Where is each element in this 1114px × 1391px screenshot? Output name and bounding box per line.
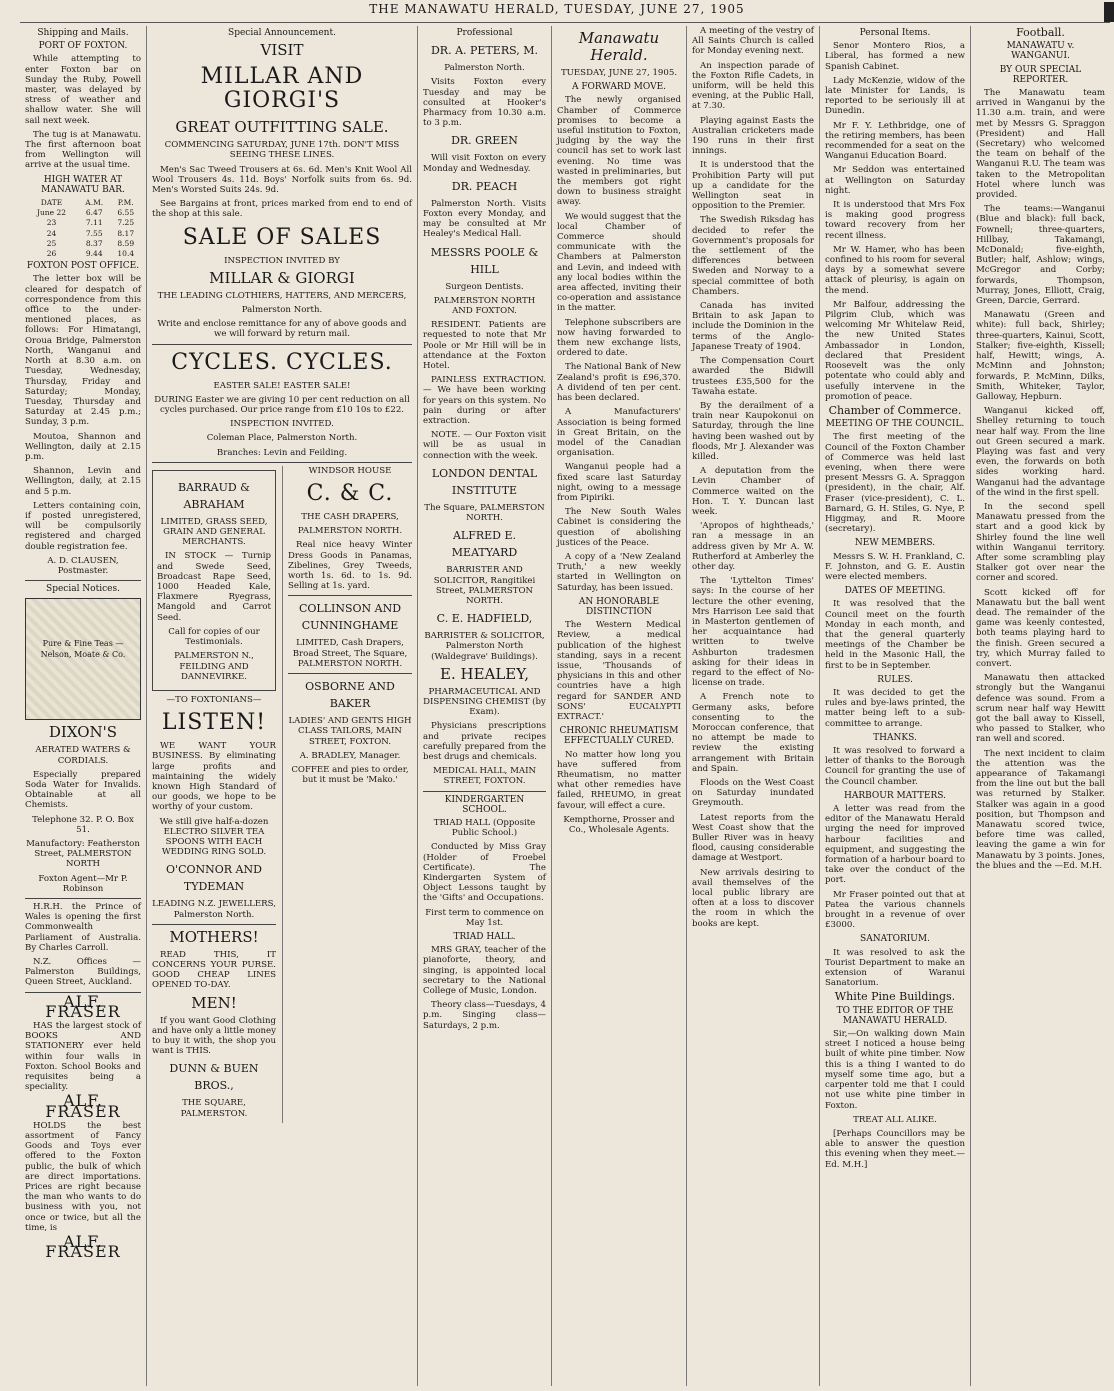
ads-row bbox=[152, 466, 412, 1123]
london-dental-sub: The Square, PALMERSTON NORTH. bbox=[424, 502, 545, 524]
divider bbox=[423, 791, 546, 792]
council-paragraph: It was resolved that the Council meet on the fourth Monday in each month, and that the general quarterly meetings of the Chamber be held in the Masonic Hall, the first to be in September. bbox=[825, 599, 965, 671]
oconnor-title: O'CONNOR AND TYDEMAN bbox=[166, 863, 262, 894]
news-paragraph: The Swedish Riksdag has decided to refer the Government's proposals for the settlement of the differences between Sweden and Norway to a special committee of both Chambers. bbox=[692, 215, 814, 297]
tide-cell: 9.44 bbox=[85, 249, 103, 259]
news-paragraph: A deputation from the Levin Chamber of Commerce waited on the Hon. T. Y. Duncan last week. bbox=[692, 466, 814, 517]
mothers-text: READ THIS, IT CONCERNS YOUR PURSE. GOOD CHEAP LINES OPENED TO-DAY. bbox=[152, 949, 276, 991]
gray-text: MRS GRAY, teacher of the pianoforte, theory, and singing, is appointed local secretary to the National College of Music, London. bbox=[423, 945, 546, 996]
tide-header-cell: P.M. bbox=[117, 198, 134, 208]
hrh-text: H.R.H. the Prince of Wales is opening the first Commonwealth Parliament of Australia. By Charles Carroll. bbox=[25, 902, 141, 953]
tide-header-cell: A.M. bbox=[85, 198, 104, 208]
professional-heading: Professional bbox=[456, 28, 513, 38]
tide-cell: 7.55 bbox=[85, 228, 103, 238]
sale-title: GREAT OUTFITTING SALE. bbox=[175, 118, 389, 137]
letter-sign: TREAT ALL ALIKE. bbox=[853, 1114, 937, 1125]
tide-cell: 24 bbox=[46, 228, 57, 238]
column-4 bbox=[552, 26, 687, 1386]
note-text: NOTE. — Our Foxton visit will be as usual in connection with the week. bbox=[423, 430, 546, 461]
meatyard-sub: BARRISTER AND SOLICITOR, Rangitikei Street, PALMERSTON NORTH. bbox=[433, 565, 536, 606]
news-paragraph: It is understood that the Prohibition Party will put up a candidate for the Wellington seat in opposition to the Premier. bbox=[692, 160, 814, 212]
firm-title: MILLAR AND GIORGI'S bbox=[200, 64, 364, 114]
column-6 bbox=[820, 26, 971, 1386]
council-paragraph: Mr Fraser pointed out that at Patea the various channels brought in a revenue of over £3000. bbox=[825, 889, 965, 931]
tide-cell: 23 bbox=[46, 218, 57, 228]
news-paragraph: Playing against Easts the Australian cricketers made 190 runs in their first innings. bbox=[692, 115, 814, 157]
healey-text: Physicians prescriptions and private recipes carefully prepared from the best drugs and chemicals. bbox=[423, 721, 546, 762]
tide-header-cell: DATE bbox=[40, 198, 63, 208]
alf-fraser-title: ALF. FRASER bbox=[45, 991, 121, 1021]
news-paragraph: The 'Lyttelton Times' says: In the course of her lecture the other evening, Mrs Harrison Lee said that in Masterton gentlemen of her acquaintance had written to twelve Ashburton tradesmen asking for their ideas in regard to the effect of No-license on trade. bbox=[692, 576, 814, 689]
tide-cell: 7.11 bbox=[85, 218, 103, 228]
foxtonians-text: —TO FOXTONIANS— bbox=[166, 694, 262, 705]
shipping-paragraph-2: The tug is at Manawatu. The first afternoon boat from Wellington will arrive at the usual time. bbox=[25, 129, 141, 171]
edge-mark bbox=[1104, 2, 1114, 22]
new-members-heading: NEW MEMBERS. bbox=[854, 538, 936, 549]
painless-text: PAINLESS EXTRACTION. — We have been working for years on this system. No pain during or after extraction. bbox=[423, 375, 546, 427]
divider bbox=[25, 580, 141, 581]
match-paragraph: The Manawatu team arrived in Wanganui by the 11.30 a.m. train, and were met by Messrs G. Spraggon (President) and Hall (Secretary) who welcomed the team on behalf of the Wanganui R.U. The team was taken to the Metropolitan Hotel where lunch was provided. bbox=[976, 88, 1105, 201]
poole-hill-address: PALMERSTON NORTH AND FOXTON. bbox=[433, 295, 536, 317]
barraud-stock: IN STOCK — Turnip and Swede Seed, Broadcast Rape Seed, 1000 Headed Kale, Flaxmere Ryegrass, Mangold and Carrot Seed. bbox=[157, 551, 271, 623]
reporter-byline: BY OUR SPECIAL REPORTER. bbox=[999, 64, 1082, 85]
news-paragraph: By the derailment of a train near Kaupokonui on Saturday, through the line having been washed out by floods, Mr J. Alexander was killed. bbox=[692, 400, 814, 462]
column-3 bbox=[418, 26, 552, 1386]
sanatorium-heading: SANATORIUM. bbox=[860, 934, 930, 945]
council-paragraph: It was decided to get the rules and bye-laws printed, the matter being left to a sub-committee to arrange. bbox=[825, 687, 965, 729]
news-paragraph: A French note to Germany asks, before consenting to the Moroccan conference, that no attempt be made to review the existing arrangement with Britain and Spain. bbox=[692, 692, 814, 774]
dr-peters-title: DR. A. PETERS, M. bbox=[430, 44, 538, 58]
nz-offices: N.Z. Offices — Palmerston Buildings, Queen Street, Auckland. bbox=[25, 957, 141, 988]
barraud-sub: LIMITED, GRASS SEED, GRAIN AND GENERAL MERCHANTS. bbox=[160, 516, 268, 548]
news-paragraph: Canada has invited Britain to ask Japan to include the Dominion in the terms of the Anglo-Japanese Treaty of 1904. bbox=[692, 301, 814, 352]
tide-row bbox=[25, 239, 141, 249]
match-heading: MANAWATU v. WANGANUI. bbox=[1006, 41, 1075, 62]
bargains-text: See Bargains at front, prices marked from end to end of the shop at this sale. bbox=[152, 199, 412, 220]
dixon-title: DIXON'S bbox=[48, 723, 118, 742]
cc-text: Real nice heavy Winter Dress Goods in Panamas, Zibelines, Grey Tweeds, worth 1s. 6d. to 1s. 9d. Selling at 1s. yard. bbox=[288, 540, 412, 592]
personal-paragraph: It is understood that Mrs Fox is making good progress toward recovery from her recent illness. bbox=[825, 200, 965, 241]
council-paragraph: It was resolved to forward a letter of thanks to the Borough Council for granting the use of the Council chamber. bbox=[825, 746, 965, 787]
news-paragraph: A meeting of the vestry of All Saints Church is called for Monday evening next. bbox=[692, 26, 814, 57]
barraud-title: BARRAUD & ABRAHAM bbox=[178, 480, 250, 511]
tide-cell: 6.55 bbox=[117, 208, 135, 218]
match-paragraph: Manawatu (Green and white): full back, Shirley; three-quarters, Kainui, Scott, Stalker; five-eighth, Kissell; half, Hewitt; wings, A. McMinn and Johnston; forwards, P. McMinn, Dilks, Smith, Whiteker, Taylor, Galloway, Hepburn. bbox=[976, 310, 1105, 402]
dr-green-text: Will visit Foxton on every Monday and Wednesday. bbox=[423, 153, 546, 174]
alf-fraser-sign: ALF. FRASER bbox=[45, 1232, 121, 1262]
dixon-telephone: Telephone 32. P. O. Box 51. bbox=[32, 814, 134, 835]
barraud-call: Call for copies of our Testimonials. bbox=[168, 626, 260, 648]
men-text: If you want Good Clothing and have only a little money to buy it with, the shop you want is THIS. bbox=[152, 1015, 276, 1057]
inspection-text: INSPECTION INVITED BY bbox=[224, 255, 340, 266]
tide-header-row bbox=[25, 198, 141, 208]
electro-text: We still give half-a-dozen ELECTRO SILVER TEA SPOONS WITH EACH WEDDING RING SOLD. bbox=[159, 816, 269, 858]
hadfield-title: C. E. HADFIELD, bbox=[436, 612, 533, 626]
chronic-text: No matter how long you have suffered from Rheumatism, no matter what other remedies have failed, RHEUMO, in great favour, will effect a cure. bbox=[557, 749, 681, 811]
news-paragraph: New arrivals desiring to avail themselves of the local public library are often at a loss to discover the room in which the books are kept. bbox=[692, 867, 814, 929]
news-paragraph: The Compensation Court awarded the Bidwill trustees £35,500 for the Tawaha estate. bbox=[692, 356, 814, 397]
article-paragraph: Wanganui people had a fixed scare last Saturday night, owing to a message from Pipiriki. bbox=[557, 462, 681, 503]
letter-text: Sir,—On walking down Main street I noticed a house being built of white pine timber. Now this is a thing I wanted to do myself some time ago, but a carpenter told me that I could not use white pine timber in Foxton. bbox=[825, 1029, 965, 1111]
listen-title: LISTEN! bbox=[161, 710, 267, 736]
article-paragraph: We would suggest that the local Chamber of Commerce should communicate with the Chambers at Palmerston and Levin, and indeed with any local bodies within the area affected, inviting their co-operation and assistance in the matter. bbox=[557, 211, 681, 314]
dr-peters-sub: Palmerston North. bbox=[444, 63, 525, 74]
divider bbox=[288, 595, 412, 596]
white-pine-heading: White Pine Buildings. bbox=[834, 990, 956, 1004]
personal-paragraph: Mr W. Hamer, who has been confined to his room for several days by a somewhat severe attack of pleurisy, is again on the mend. bbox=[825, 244, 965, 296]
chamber-heading: Chamber of Commerce. bbox=[828, 403, 962, 417]
kindergarten-text: Conducted by Miss Gray (Holder of Froebel Certificate). The Kindergarten System of Object Lessons taught by the 'Gifts' and Occupations. bbox=[423, 842, 546, 904]
tide-row bbox=[25, 208, 141, 218]
article-paragraph: The New South Wales Cabinet is considering the question of abolishing justices of the Peace. bbox=[557, 507, 681, 548]
editor-note: [Perhaps Councillors may be able to answer the question this evening when they meet.—Ed. M.H.] bbox=[825, 1128, 965, 1170]
divider bbox=[152, 924, 276, 925]
thanks-heading: THANKS. bbox=[873, 732, 917, 743]
alf-fraser-title-2: ALF. FRASER bbox=[45, 1091, 121, 1121]
masthead-rule bbox=[20, 22, 1110, 23]
tide-cell: 6.47 bbox=[85, 208, 103, 218]
healey-sub: PHARMACEUTICAL AND DISPENSING CHEMIST (by Exam). bbox=[423, 686, 546, 718]
easter-sale: EASTER SALE! EASTER SALE! bbox=[213, 380, 351, 391]
foxton-agent: Foxton Agent—Mr P. Robinson bbox=[38, 873, 128, 894]
post-paragraph: Moutoa, Shannon and Wellington, daily at 2.15 p.m. bbox=[25, 431, 141, 462]
column-2 bbox=[147, 26, 418, 1386]
ads-left bbox=[152, 466, 276, 1123]
triad-hall-title: TRIAD HALL. bbox=[453, 931, 516, 942]
match-paragraph: Manawatu then attacked strongly but the Wanganui defence was sound. From a scrum near half way Hewitt got the ball away to Kissell, who passed to Stalker, who ran well and scored. bbox=[976, 673, 1105, 745]
cycles-title: CYCLES. CYCLES. bbox=[171, 349, 393, 375]
shipping-paragraph-1: While attempting to enter Foxton bar on Sunday the Ruby, Powell master, was delayed by stress of weather and shallow water. She will sail next week. bbox=[25, 54, 141, 126]
port-heading: PORT OF FOXTON. bbox=[38, 41, 128, 52]
tide-cell: 8.17 bbox=[117, 228, 135, 238]
dr-peters-text: Visits Foxton every Tuesday and may be consulted at Hooker's Pharmacy from 10.30 a.m. to 3 p.m. bbox=[423, 77, 546, 129]
newspaper-title: Manawatu Herald. bbox=[578, 29, 660, 64]
mothers-title: MOTHERS! bbox=[169, 927, 259, 946]
article-paragraph: Telephone subscribers are now having forwarded to them new exchange lists, ordered to date. bbox=[557, 317, 681, 359]
hadfield-sub: BARRISTER & SOLICITOR, Palmerston North (Waldegrave' Buildings). bbox=[424, 631, 545, 662]
special-announcement-heading: Special Announcement. bbox=[228, 28, 336, 38]
post-paragraph: Letters containing coin, if posted unregistered, will be compulsorily registered and charged double registration fee. bbox=[25, 500, 141, 552]
post-paragraph: The letter box will be cleared for despatch of correspondence from this office to the under-mentioned places, as follows: For Himatangi, Oroua Bridge, Palmerston North, Wanganui and North at 8.30 a.m. on Tuesday, Wednesday, Thursday, Friday and Saturday; Monday, Tuesday, Thursday and Saturday at 2.45 p.m.; Sunday, 3 p.m. bbox=[25, 274, 141, 428]
tide-row bbox=[25, 249, 141, 259]
cc-title: C. & C. bbox=[306, 481, 394, 507]
dixon-subtitle: AERATED WATERS & CORDIALS. bbox=[35, 745, 131, 766]
masthead bbox=[0, 2, 1114, 22]
tide-cell: 8.59 bbox=[117, 238, 135, 248]
council-paragraph: It was resolved to ask the Tourist Department to make an extension of Waranui Sanatorium. bbox=[825, 947, 965, 989]
dixon-address: Manufactory: Featherston Street, PALMERSTON NORTH bbox=[26, 838, 140, 870]
oconnor-sub: LEADING N.Z. JEWELLERS, Palmerston North. bbox=[152, 899, 276, 920]
leader-heading: A FORWARD MOVE. bbox=[571, 82, 667, 93]
council-paragraph: Messrs S. W. H. Frankland, C. F. Johnston, and G. E. Austin were elected members. bbox=[825, 551, 965, 582]
dunn-address: THE SQUARE, PALMERSTON. bbox=[180, 1098, 248, 1119]
dr-peach-title: DR. PEACH bbox=[451, 179, 518, 193]
match-paragraph: The teams:—Wanganui (Blue and black): full back, Fownell; three-quarters, Hillbay, Takamangi, McDonald; five-eighth, Butler; half, Ashlow; wings, McGregor and Corby; forwards, Thompson, Murray, Jones, Elliott, Craig, Green, Darcie, Gerrard. bbox=[976, 204, 1105, 307]
men-title: MEN! bbox=[191, 993, 237, 1012]
cash-drapers: THE CASH DRAPERS, bbox=[301, 512, 399, 523]
match-paragraph: In the second spell Manawatu pressed from the start and a good kick by Shirley found the line well within Wanganui territory. After some scrambling play Stalker got over near the corner and scored. bbox=[976, 501, 1105, 584]
barraud-address: PALMERSTON N., FEILDING AND DANNEVIRKE. bbox=[174, 651, 254, 682]
chronic-heading: CHRONIC RHEUMATISM EFFECTUALLY CURED. bbox=[559, 726, 679, 747]
tide-cell: 8.37 bbox=[85, 238, 103, 248]
millar-giorgi-sub: THE LEADING CLOTHIERS, HATTERS, AND MERCERS, bbox=[157, 290, 407, 301]
poole-hill-sub: Surgeon Dentists. bbox=[445, 281, 524, 292]
news-paragraph: 'Apropos of hightheads,' ran a message in an address given by Mr A. W. Rutherford at Amberley the other day. bbox=[692, 521, 814, 572]
alf-fraser-text-2: HOLDS the best assortment of Fancy Goods and Toys ever offered to the Foxton public, the bulk of which are direct importations. Prices are right because the man who wants to do business with you, not once or twice, but all the time, is bbox=[25, 1120, 141, 1233]
council-paragraph: The first meeting of the Council of the Foxton Chamber of Commerce was held last evening, when there were present Messrs G. A. Spraggon (president), in the chair, Alf. Fraser (vice-president), C. L. Barnard, G. H. Stiles, G. Nye, P. Higgmay, and R. Moore (secretary). bbox=[825, 432, 965, 535]
millar-giorgi-note: Write and enclose remittance for any of above goods and we will forward by return mail. bbox=[157, 319, 407, 340]
kindergarten-title: KINDERGARTEN SCHOOL. bbox=[444, 794, 525, 815]
tide-cell: June 22 bbox=[36, 208, 66, 218]
tide-cell: 10.4 bbox=[117, 249, 135, 259]
healey-title: E. HEALEY, bbox=[440, 664, 529, 683]
sale-text: COMMENCING SATURDAY, JUNE 17th. DON'T MISS SEEING THESE LINES. bbox=[164, 140, 400, 161]
theory-text: Theory class—Tuesdays, 4 p.m. Singing class—Saturdays, 2 p.m. bbox=[423, 1000, 546, 1031]
sale-lines: Men's Sac Tweed Trousers at 6s. 6d. Men's Knit Wool All Wool Trousers 4s. 11d. Boys' Norfolk suits from 6s. 9d. Men's Worsted Suits 24s. 9d. bbox=[152, 164, 412, 196]
column-7 bbox=[971, 26, 1110, 1386]
dixon-text: Especially prepared Soda Water for Invalids. Obtainable at all Chemists. bbox=[25, 769, 141, 811]
tide-cell: 7.25 bbox=[117, 218, 135, 228]
osborne-sub: LADIES' AND GENTS HIGH CLASS TAILORS, MAIN STREET, FOXTON. bbox=[288, 716, 412, 747]
dr-green-title: DR. GREEN bbox=[451, 134, 518, 148]
article-paragraph: The newly organised Chamber of Commerce promises to become a useful institution to Foxton, judging by the way the council has set to work last evening. No time was wasted in preliminaries, but the members got right down to business straight away. bbox=[557, 95, 681, 208]
tide-title: HIGH WATER AT MANAWATU BAR. bbox=[41, 174, 125, 195]
harbour-heading: HARBOUR MATTERS. bbox=[844, 790, 946, 801]
easter-inspection: INSPECTION INVITED. bbox=[230, 419, 334, 430]
barraud-ad bbox=[152, 470, 276, 691]
millar-giorgi-town: Palmerston North. bbox=[241, 305, 323, 316]
rules-heading: RULES. bbox=[877, 674, 913, 685]
bradley-sign: A. BRADLEY, Manager. bbox=[299, 750, 401, 761]
sale-of-sales-title: SALE OF SALES bbox=[182, 224, 382, 250]
news-paragraph: Latest reports from the West Coast show that the Buller River was in heavy flood, causing considerable damage at Westport. bbox=[692, 812, 814, 864]
medical-hall: MEDICAL HALL, MAIN STREET, FOXTON. bbox=[432, 766, 537, 787]
tide-cell: 26 bbox=[46, 249, 57, 259]
resident-text: RESIDENT. Patients are requested to note that Mr Poole or Mr Hill will be in attendance at the Foxton Hotel. bbox=[423, 320, 546, 372]
divider bbox=[288, 673, 412, 674]
personal-paragraph: Lady McKenzie, widow of the late Minister for Lands, is reported to be seriously ill at Dunedin. bbox=[825, 75, 965, 117]
tide-cell: 25 bbox=[46, 238, 57, 248]
postmaster-sign: A. D. CLAUSEN, Postmaster. bbox=[47, 555, 119, 576]
to-editor: TO THE EDITOR OF THE MANAWATU HERALD. bbox=[836, 1005, 954, 1026]
kindergarten-term: First term to commence on May 1st. bbox=[425, 907, 544, 928]
tea-advertisement-image bbox=[25, 598, 141, 720]
article-paragraph: A Manufacturers' Association is being formed in Great Britain, on the model of the Canadian organisation. bbox=[557, 407, 681, 459]
personal-paragraph: Mr Seddon was entertained at Wellington on Saturday night. bbox=[825, 165, 965, 196]
council-paragraph: A letter was read from the editor of the Manawatu Herald urging the need for improved harbour facilities and equipment, and suggesting the formation of a harbour board to take over the conduct of the port. bbox=[825, 804, 965, 886]
london-dental-title: LONDON DENTAL INSTITUTE bbox=[431, 466, 538, 497]
osborne-title: OSBORNE AND BAKER bbox=[305, 680, 395, 711]
post-office-heading: FOXTON POST OFFICE. bbox=[26, 261, 140, 272]
millar-giorgi-title: MILLAR & GIORGI bbox=[209, 268, 355, 287]
post-paragraph: Shannon, Levin and Wellington, daily, at 2.15 and 5 p.m. bbox=[25, 466, 141, 497]
meatyard-title: ALFRED E. MEATYARD bbox=[451, 529, 518, 560]
windsor-title: WINDSOR HOUSE bbox=[308, 465, 392, 476]
alf-fraser-text: HAS the largest stock of BOOKS AND STATIONERY ever held within four walls in Foxton. School Books and requisites being a speciality. bbox=[25, 1021, 141, 1093]
masthead-text: THE MANAWATU HERALD, TUESDAY, JUNE 27, 1905 bbox=[369, 2, 745, 16]
personal-paragraph: Mr F. Y. Lethbridge, one of the retiring members, has been recommended for a seat on the Wanganui Education Board. bbox=[825, 120, 965, 162]
column-5 bbox=[687, 26, 820, 1386]
column-1 bbox=[20, 26, 147, 1386]
shipping-heading: Shipping and Mails. bbox=[37, 28, 129, 38]
news-paragraph: An inspection parade of the Foxton Rifle Cadets, in uniform, will be held this evening, at the Public Hall, at 7.30. bbox=[692, 60, 814, 112]
match-paragraph: The next incident to claim the attention was the appearance of Takamangi from the line out but the ball was returned by Stalker. Stalker was again in a good position, but Thompson and Manawatu scored twice, before time was called, leaving the game a win for Manawatu by 3 points. Jones, the blues and the —Ed. M.H. bbox=[976, 748, 1105, 871]
football-heading: Football. bbox=[1016, 26, 1065, 39]
branches: Branches: Levin and Feilding. bbox=[216, 447, 348, 458]
dr-peach-text: Palmerston North. Visits Foxton every Monday, and may be consulted at Mr Healey's Medical Hall. bbox=[423, 198, 546, 240]
dates-heading: DATES OF MEETING. bbox=[844, 586, 946, 597]
easter-text: DURING Easter we are giving 10 per cent reduction on all cycles purchased. Our price range from £10 10s to £22. bbox=[154, 394, 410, 416]
article-paragraph: A copy of a 'New Zealand Truth,' a new weekly started in Wellington on Saturday, has been issued. bbox=[557, 551, 681, 593]
cc-town: PALMERSTON NORTH. bbox=[297, 526, 403, 537]
news-paragraph: Floods on the West Coast on Saturday inundated Greymouth. bbox=[692, 778, 814, 809]
easter-firm: Coleman Place, Palmerston North. bbox=[206, 433, 358, 444]
kempthorne-text: Kempthorne, Prosser and Co., Wholesale Agents. bbox=[563, 814, 675, 836]
visit-title: VISIT bbox=[260, 41, 304, 60]
poole-hill-title: MESSRS POOLE & HILL bbox=[430, 245, 539, 276]
ads-right bbox=[282, 466, 412, 1123]
special-notices-heading: Special Notices. bbox=[46, 584, 120, 595]
tea-ad-label: Pure & Fine Teas — Nelson, Moate & Co. bbox=[40, 639, 126, 659]
collinson-title: COLLINSON AND CUNNINGHAME bbox=[298, 602, 402, 633]
divider bbox=[152, 462, 412, 463]
divider bbox=[152, 344, 412, 345]
tide-table bbox=[25, 198, 141, 259]
collinson-sub: LIMITED, Cash Drapers, Broad Street, The Square, PALMERSTON NORTH. bbox=[292, 638, 408, 669]
personal-items-heading: Personal Items. bbox=[859, 28, 931, 38]
personal-paragraph: Senor Montero Rios, a Liberal, has formed a new Spanish Cabinet. bbox=[825, 41, 965, 72]
honorable-heading: AN HONORABLE DISTINCTION bbox=[578, 596, 660, 617]
match-paragraph: Scott kicked off for Manawatu but the ball went dead. The remainder of the game was keenly contested, both teams playing hard to the finish. Green secured a try, which Murray failed to convert. bbox=[976, 587, 1105, 669]
issue-date: TUESDAY, JUNE 27, 1905. bbox=[560, 68, 678, 78]
divider bbox=[25, 898, 141, 899]
honorable-text: The Western Medical Review, a medical publication of the highest standing, says in a recent issue, 'Thousands of physicians in this and other countries have a high regard for SANDER AND SONS' EUCALYPTI EXTRACT.' bbox=[557, 620, 681, 722]
coffee-text: COFFEE and pies to order, but it must be 'Mako.' bbox=[291, 764, 409, 786]
dunn-title: DUNN & BUEN BROS., bbox=[169, 1062, 259, 1093]
tide-row bbox=[25, 229, 141, 239]
match-paragraph: Wanganui kicked off, Shelley returning to touch near half way. From the line out Green secured a mark. Playing was fast and very even, the forwards on both sides working hard. Wanganui had the advantage of the wind in the first spell. bbox=[976, 406, 1105, 498]
listen-text: WE WANT YOUR BUSINESS. By eliminating large profits and maintaining the widely known High Standard of our goods, we hope to be worthy of your custom. bbox=[152, 741, 276, 813]
personal-paragraph: Mr Balfour, addressing the Pilgrim Club, which was welcoming Mr Whitelaw Reid, the new United States Ambassador in London, declared that President Roosevelt was the only potentate who could ably and usefully intervene in the promotion of peace. bbox=[825, 299, 965, 402]
council-heading: MEETING OF THE COUNCIL. bbox=[825, 419, 965, 430]
tide-row bbox=[25, 218, 141, 228]
article-paragraph: The National Bank of New Zealand's profit is £96,370. A dividend of ten per cent. has been declared. bbox=[557, 362, 681, 404]
kindergarten-sub: TRIAD HALL (Opposite Public School.) bbox=[433, 817, 536, 839]
